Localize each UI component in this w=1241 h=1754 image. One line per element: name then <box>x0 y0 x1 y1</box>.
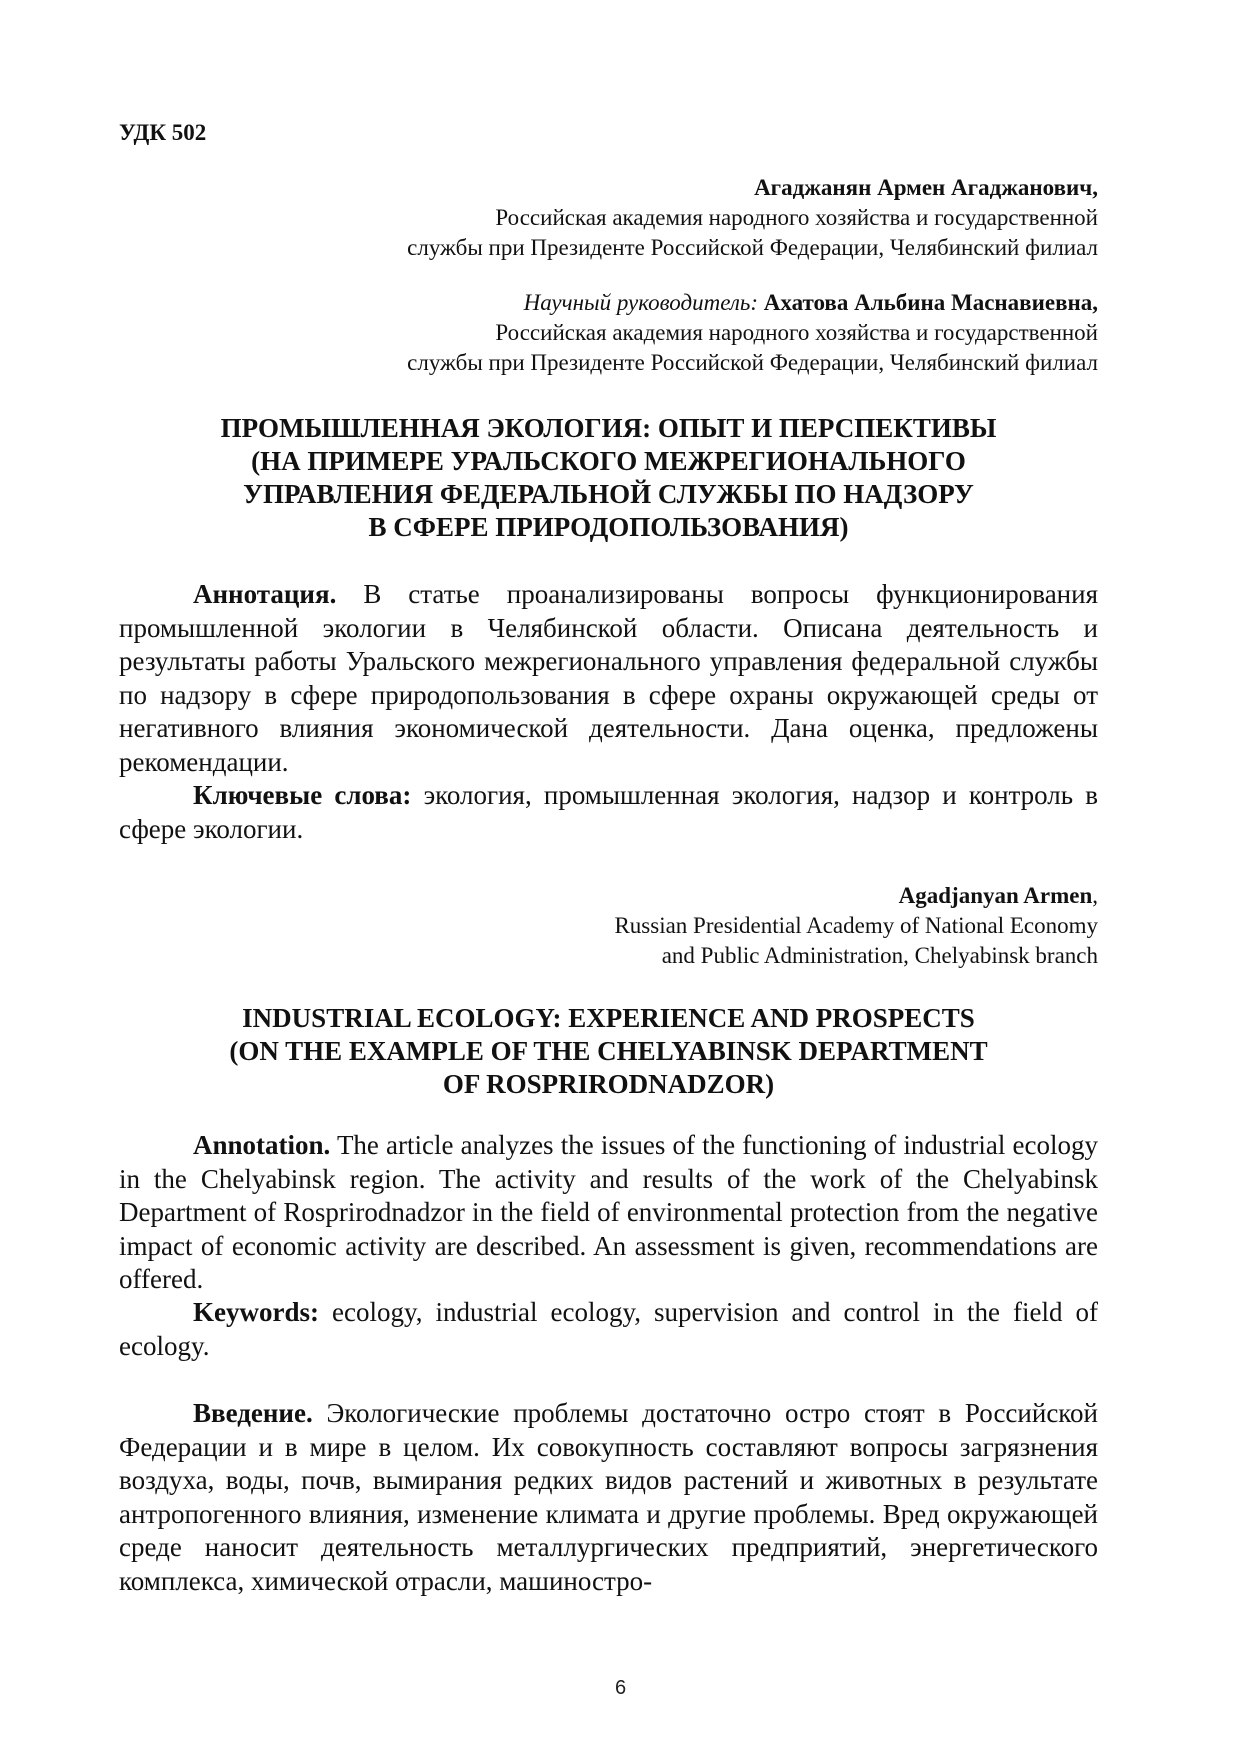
title-ru <box>119 412 1098 544</box>
abstract-en-label: Annotation. <box>193 1130 331 1160</box>
udk-code: УДК 502 <box>119 120 207 145</box>
abstract-en <box>119 1129 1098 1297</box>
author-en-comma: , <box>1092 883 1098 908</box>
title-ru-line: В СФЕРЕ ПРИРОДОПОЛЬЗОВАНИЯ) <box>368 512 849 542</box>
supervisor-name: Ахатова Альбина Маснавиевна, <box>763 290 1098 315</box>
abstract-ru-text: В статье проанализированы вопросы функционирования промышленной экологии в Челябинской области. Описана деятельность и результаты работы Уральского межрегионального управления федеральной службы по надзору в сфере природопользования в сфере охраны окружающей среды от негативного влияния экономической деятельности. Дана оценка, предложены рекомендации. <box>119 579 1099 777</box>
supervisor-ru-block <box>198 288 1098 378</box>
title-en-line: OF ROSPRIRODNADZOR) <box>442 1069 775 1099</box>
author-ru-affiliation-line2: службы при Президенте Российской Федерации, Челябинский филиал <box>407 235 1098 260</box>
title-en <box>119 1002 1098 1101</box>
author-ru-name: Агаджанян Армен Агаджанович, <box>754 175 1098 200</box>
title-ru-line: УПРАВЛЕНИЯ ФЕДЕРАЛЬНОЙ СЛУЖБЫ ПО НАДЗОРУ <box>243 479 974 509</box>
author-en-heading <box>198 881 1098 911</box>
supervisor-ru-heading <box>198 288 1098 318</box>
supervisor-affiliation-line1: Российская академия народного хозяйства и государственной <box>495 320 1098 345</box>
author-ru-affiliation-line1: Российская академия народного хозяйства и государственной <box>495 205 1098 230</box>
keywords-ru <box>119 779 1098 846</box>
keywords-ru-label: Ключевые слова: <box>193 780 412 810</box>
title-en-line: INDUSTRIAL ECOLOGY: EXPERIENCE AND PROSPECTS <box>242 1003 975 1033</box>
supervisor-role: Научный руководитель: <box>523 290 759 315</box>
title-ru-line: ПРОМЫШЛЕННАЯ ЭКОЛОГИЯ: ОПЫТ И ПЕРСПЕКТИВЫ <box>220 413 997 443</box>
author-en-block <box>198 881 1098 971</box>
intro-text: Экологические проблемы достаточно остро стоят в Российской Федерации и в мире в целом. Их совокупность составляют вопросы загрязнения воздуха, воды, почв, вымирания редких видов растений и животных в результате антропогенного влияния, изменение климата и другие проблемы. Вред окружающей среде наносит деятельность металлургических предприятий, энергетического комплекса, химической отрасли, машиностро- <box>119 1398 1098 1596</box>
keywords-en-text: ecology, industrial ecology, supervision and control in the field of ecology. <box>119 1297 1099 1361</box>
author-en-name: Agadjanyan Armen <box>898 883 1093 908</box>
author-en-affiliation-line2: and Public Administration, Chelyabinsk branch <box>661 943 1098 968</box>
author-ru-block <box>198 173 1098 263</box>
title-en-line: (ON THE EXAMPLE OF THE CHELYABINSK DEPARTMENT <box>229 1036 988 1066</box>
abstract-ru-label: Аннотация. <box>193 579 337 609</box>
page-number: 6 <box>614 1677 627 1699</box>
supervisor-affiliation-line2: службы при Президенте Российской Федерации, Челябинский филиал <box>407 350 1098 375</box>
abstract-en-text: The article analyzes the issues of the functioning of industrial ecology in the Chelyabinsk region. The activity and results of the work of the Chelyabinsk Department of Rosprirodnadzor in the field of environmental protection from the negative impact of economic activity are described. An assessment is given, recommendations are offered. <box>119 1130 1099 1294</box>
keywords-en-label: Keywords: <box>193 1297 319 1327</box>
title-ru-line: (НА ПРИМЕРЕ УРАЛЬСКОГО МЕЖРЕГИОНАЛЬНОГО <box>251 446 966 476</box>
keywords-ru-text: экология, промышленная экология, надзор и контроль в сфере экологии. <box>119 780 1099 844</box>
intro-paragraph <box>119 1397 1098 1598</box>
keywords-en <box>119 1296 1098 1363</box>
abstract-ru <box>119 578 1098 779</box>
author-en-affiliation-line1: Russian Presidential Academy of National Economy <box>614 913 1098 938</box>
intro-label: Введение. <box>193 1398 313 1428</box>
